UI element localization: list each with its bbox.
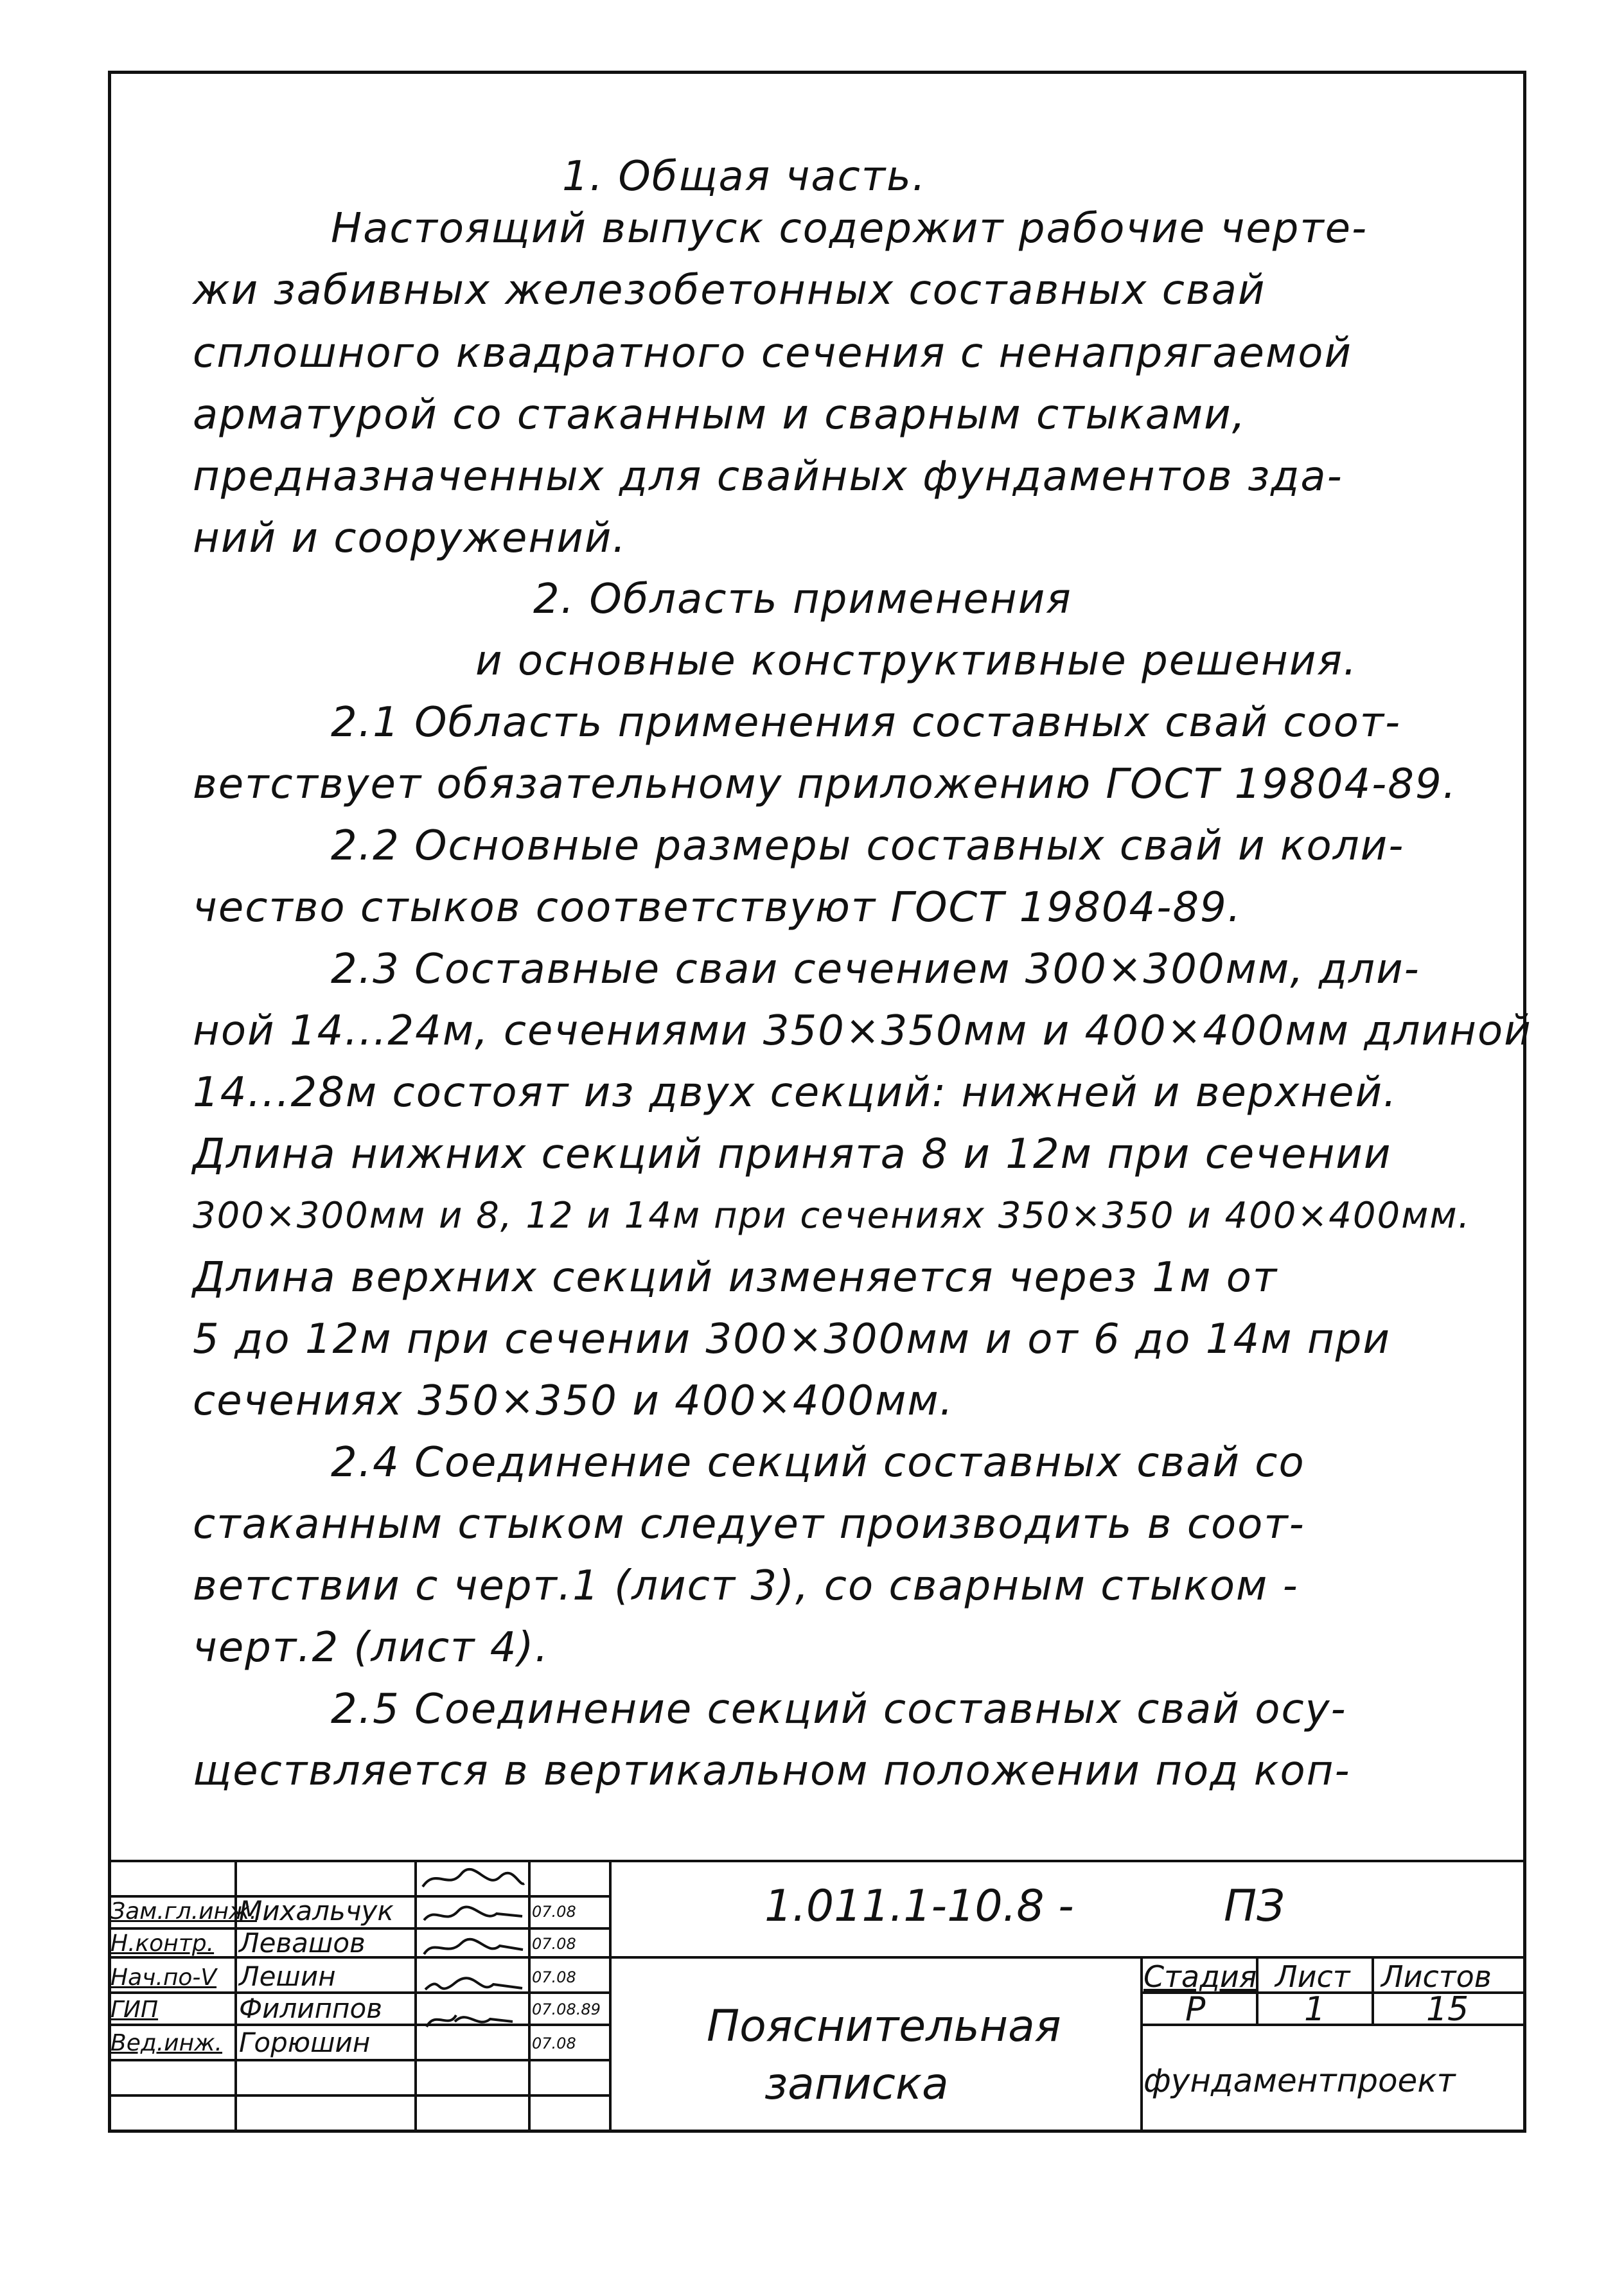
sign-date: 07.08 (532, 1935, 576, 1953)
title-block-divider (1140, 1956, 1143, 2133)
stage-value: Р (1185, 1990, 1206, 2029)
text-line: арматурой со стаканным и сварным стыками, (193, 391, 1247, 439)
text-line: черт.2 (лист 4). (193, 1624, 549, 1672)
document-suffix: ПЗ (1224, 1881, 1285, 1932)
text-line: ветствует обязательному приложению ГОСТ 19804-89. (193, 761, 1458, 808)
role-label: Зам.гл.инж. (110, 1898, 257, 1925)
sign-date: 07.08 (532, 2034, 576, 2052)
signature-mark (423, 1869, 524, 1887)
title-block-top-border (108, 1860, 1526, 1862)
title-block-divider (1372, 1956, 1374, 2024)
signature-mark (424, 1907, 522, 1920)
text-line: 2.4 Соединение секций составных свай со (331, 1439, 1305, 1486)
sign-date: 07.08.89 (532, 2000, 601, 2018)
title-block-divider (609, 1860, 612, 2133)
sheets-label: Листов (1381, 1959, 1492, 1994)
signer-name: Филиппов (239, 1993, 382, 2024)
text-line: сечениях 350×350 и 400×400мм. (193, 1377, 954, 1425)
text-line: жи забивных железобетонных составных свай (193, 267, 1266, 314)
sheet-label: Лист (1275, 1959, 1350, 1994)
text-line: 2.5 Соединение секций составных свай осу- (331, 1686, 1347, 1733)
text-line: ной 14...24м, сечениями 350×350мм и 400×400мм длиной (193, 1007, 1532, 1055)
signature-mark (424, 1939, 523, 1954)
organization-name: фундаментпроект (1143, 2062, 1456, 2099)
role-label: ГИП (110, 1997, 159, 2023)
title-block-bottom-border (108, 2130, 1526, 2133)
signature-mark (427, 2015, 513, 2027)
text-line: стаканным стыком следует производить в соот- (193, 1501, 1305, 1548)
text-line: ветствии с черт.1 (лист 3), со сварным стыком - (193, 1562, 1299, 1610)
text-line: ний и сооружений. (193, 515, 627, 562)
text-line: чество стыков соответствуют ГОСТ 19804-89. (193, 884, 1242, 931)
section-1-heading: 1. Общая часть. (562, 153, 927, 200)
text-line: Длина нижних секций принята 8 и 12м при сечении (193, 1131, 1392, 1178)
text-line: 300×300мм и 8, 12 и 14м при сечениях 350×350 и 400×400мм. (193, 1195, 1471, 1237)
document-title-line1: Пояснительная (707, 2001, 1061, 2052)
text-line: 2.1 Область применения составных свай соот- (331, 699, 1402, 746)
sheets-total: 15 (1426, 1990, 1469, 2029)
text-line: 2.2 Основные размеры составных свай и коли- (331, 822, 1405, 870)
section-2-heading-line1: 2. Область применения (533, 576, 1072, 623)
text-line: предназначенных для свайных фундаментов зда- (193, 453, 1343, 500)
role-label: Н.контр. (110, 1930, 215, 1957)
signature-mark (425, 1978, 522, 1989)
sign-date: 07.08 (532, 1968, 576, 1986)
title-block-rule (108, 2094, 609, 2097)
text-line: сплошного квадратного сечения с ненапрягаемой (193, 330, 1352, 377)
document-code: 1.011.1-10.8 - (764, 1881, 1074, 1932)
stage-label: Стадия (1143, 1959, 1257, 1994)
text-line: Настоящий выпуск содержит рабочие черте- (331, 205, 1368, 252)
signer-name: Лешин (239, 1961, 336, 1992)
text-line: ществляется в вертикальном положении под коп- (193, 1747, 1351, 1795)
text-line: Длина верхних секций изменяется через 1м от (193, 1254, 1278, 1301)
signer-name: Горюшин (239, 2027, 371, 2058)
signer-name: Левашов (239, 1927, 366, 1959)
signer-name: Михальчук (239, 1895, 394, 1927)
section-2-heading-line2: и основные конструктивные решения. (475, 637, 1358, 685)
title-block-rule (108, 2059, 609, 2061)
document-title-line2: записка (764, 2059, 949, 2110)
sheet-number: 1 (1304, 1990, 1326, 2029)
sign-date: 07.08 (532, 1903, 576, 1921)
text-line: 5 до 12м при сечении 300×300мм и от 6 до 14м при (193, 1316, 1391, 1363)
title-block-divider (528, 1860, 531, 2133)
signatures-column (416, 1861, 527, 2131)
role-label: Вед.инж. (110, 2030, 222, 2056)
role-label: Нач.по-V (110, 1964, 217, 1991)
text-line: 2.3 Составные сваи сечением 300×300мм, дли- (331, 946, 1420, 993)
text-line: 14...28м состоят из двух секций: нижней и верхней. (193, 1069, 1398, 1116)
